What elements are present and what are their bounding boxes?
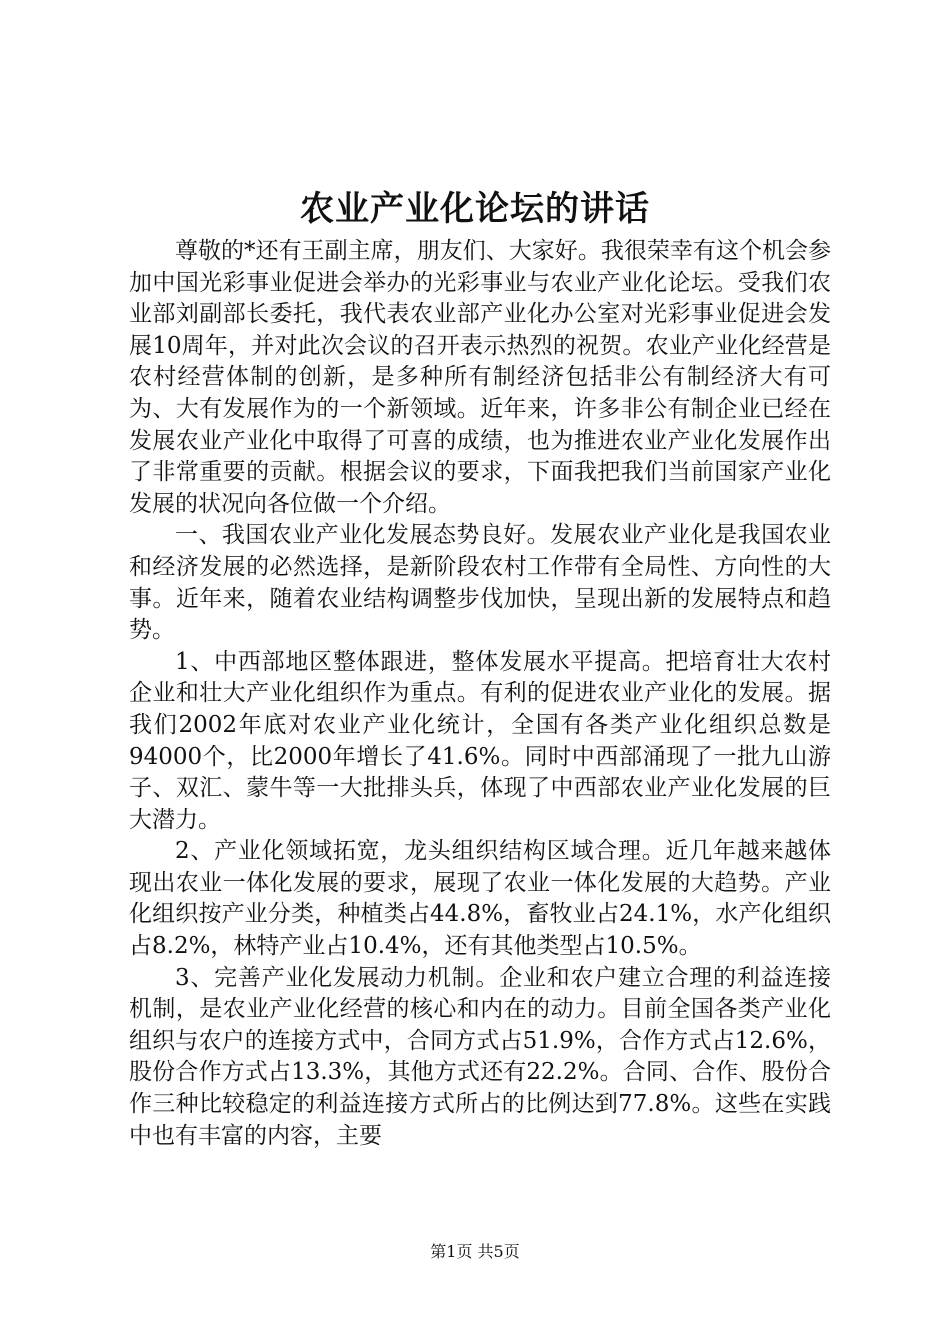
paragraph-intro: 尊敬的*还有王副主席，朋友们、大家好。我很荣幸有这个机会参加中国光彩事业促进会举办的光彩事业与农业产业化论坛。受我们农业部刘副部长委托，我代表农业部产业化办公室对光彩事业促进会发展10周年，并对此次会议的召开表示热烈的祝贺。农业产业化经营是农村经营体制的创新，是多种所有制经济包括非公有制经济大有可为、大有发展作为的一个新领域。近年来，许多非公有制企业已经在发展农业产业化中取得了可喜的成绩，也为推进农业产业化发展作出了非常重要的贡献。根据会议的要求，下面我把我们当前国家产业化发展的状况向各位做一个介绍。 [129, 238, 831, 517]
paragraph-point-2: 2、产业化领域拓宽，龙头组织结构区域合理。近几年越来越体现出农业一体化发展的要求，展现了农业一体化发展的大趋势。产业化组织按产业分类，种植类占44.8%，畜牧业占24.1%，水产化组织占8.2%，林特产业占10.4%，还有其他类型占10.5%。 [129, 838, 831, 960]
document-title: 农业产业化论坛的讲话 [300, 189, 650, 229]
paragraph-point-3: 3、完善产业化发展动力机制。企业和农户建立合理的利益连接机制，是农业产业化经营的核心和内在的动力。目前全国各类产业化组织与农户的连接方式中，合同方式占51.9%，合作方式占12.6%，股份合作方式占13.3%，其他方式还有22.2%。合同、合作、股份合作三种比较稳定的利益连接方式所占的比例达到77.8%。这些在实践中也有丰富的内容，主要 [129, 964, 831, 1149]
document-body [129, 236, 831, 1152]
page-number-footer: 第1页 共5页 [430, 1242, 520, 1261]
paragraph-point-1: 1、中西部地区整体跟进，整体发展水平提高。把培育壮大农村企业和壮大产业化组织作为重点。有利的促进农业产业化的发展。据我们2002年底对农业产业化统计，全国有各类产业化组织总数是94000个，比2000年增长了41.6%。同时中西部涌现了一批九山游子、双汇、蒙牛等一大批排头兵，体现了中西部农业产业化发展的巨大潜力。 [129, 648, 831, 833]
paragraph-section-1: 一、我国农业产业化发展态势良好。发展农业产业化是我国农业和经济发展的必然选择，是新阶段农村工作带有全局性、方向性的大事。近年来，随着农业结构调整步伐加快，呈现出新的发展特点和趋势。 [129, 522, 831, 644]
